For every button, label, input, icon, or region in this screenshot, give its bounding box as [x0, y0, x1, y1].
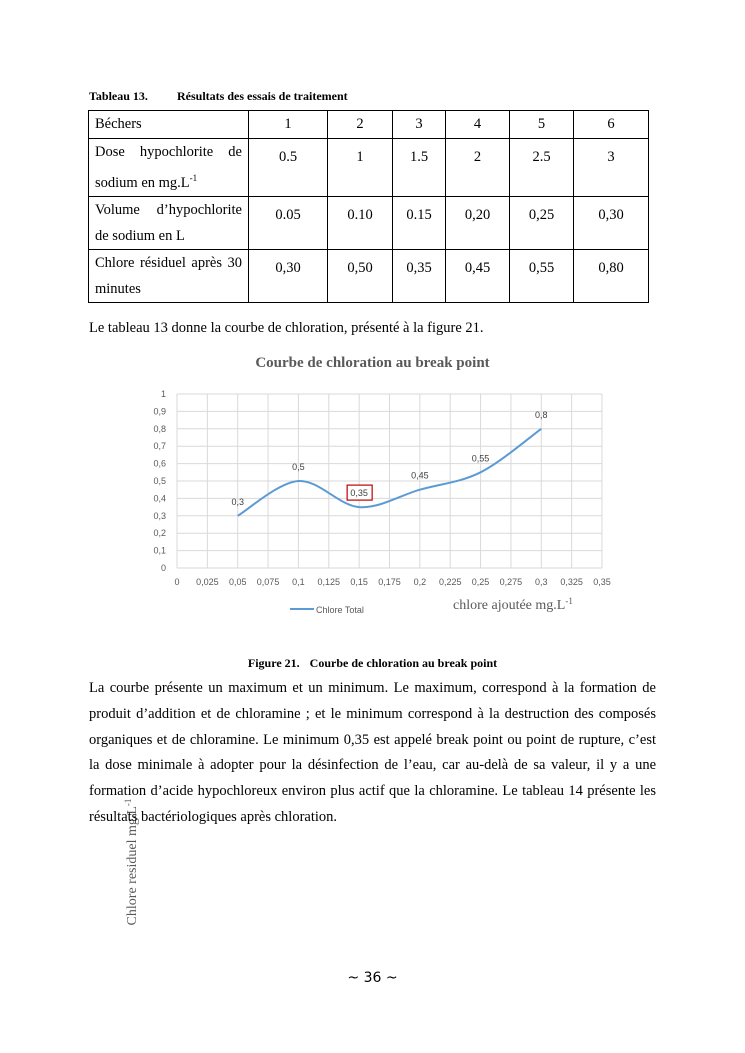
data-label: 0,35 — [350, 488, 368, 499]
data-label: 0,8 — [535, 409, 548, 420]
x-tick-label: 0,025 — [196, 577, 219, 587]
table-cell: 2 — [446, 139, 510, 197]
table-cell: 0,55 — [510, 249, 574, 302]
table-cell: 0.05 — [249, 196, 328, 249]
chart-grid — [177, 394, 602, 568]
results-table — [88, 110, 649, 303]
table-cell: 1.5 — [393, 139, 446, 197]
x-tick-label: 0,275 — [499, 577, 523, 587]
table-cell: 0.10 — [328, 196, 393, 249]
table-row — [89, 196, 649, 249]
y-tick-label: 0,2 — [153, 528, 166, 539]
y-tick-label: 0,7 — [153, 441, 166, 452]
table-row-label: Volume d’hypochlorite de sodium en L — [89, 196, 249, 249]
y-tick-label: 0 — [160, 563, 166, 573]
data-label: 0,3 — [231, 496, 244, 507]
table-cell: 0,30 — [574, 196, 649, 249]
table-row-label — [89, 139, 249, 197]
y-tick-label: 0,1 — [153, 545, 166, 556]
x-tick-label: 0,2 — [413, 577, 427, 587]
table-cell: 2.5 — [510, 139, 574, 197]
data-label: 0,55 — [471, 453, 490, 464]
table-header-cell: 2 — [328, 111, 393, 139]
y-tick-label: 0,3 — [153, 510, 166, 521]
x-tick-label: 0 — [174, 577, 180, 587]
y-tick-label: 0,4 — [153, 493, 166, 504]
figure-caption-number: Figure 21. — [247, 656, 300, 670]
page-number: ~ 36 ~ — [347, 970, 398, 986]
table-header-cell: 6 — [574, 111, 649, 139]
x-tick-label: 0,125 — [317, 577, 341, 587]
table-cell: 0,45 — [446, 249, 510, 302]
x-tick-label: 0,1 — [292, 577, 305, 587]
figure-caption — [0, 656, 745, 671]
table-cell: 3 — [574, 139, 649, 197]
y-tick-label: 0,6 — [153, 458, 166, 469]
legend-label: Chlore Total — [316, 605, 364, 615]
table-row-label: Chlore résiduel après 30 minutes — [89, 249, 249, 302]
y-tick-label: 0,5 — [153, 476, 166, 486]
chart-title: Courbe de chloration au break point — [255, 355, 490, 371]
x-axis-label — [453, 596, 573, 613]
intro-paragraph: Le tableau 13 donne la courbe de chloration, présenté à la figure 21. — [89, 320, 484, 336]
table-cell: 0,20 — [446, 196, 510, 249]
table-header-label: Béchers — [89, 111, 249, 139]
y-axis-label-text: Chlore residuel mg.L — [125, 806, 140, 926]
y-axis-label-sup: -1 — [123, 798, 133, 807]
data-label: 0,5 — [292, 462, 305, 472]
x-tick-label: 0,225 — [438, 577, 462, 587]
x-tick-label: 0,05 — [228, 577, 247, 587]
x-tick-label: 0,15 — [350, 577, 368, 587]
table-cell: 0,80 — [574, 249, 649, 302]
row-label-sup: -1 — [189, 173, 198, 183]
x-axis-label-text: chlore ajoutée mg.L — [453, 598, 566, 613]
table-caption-number: Tableau 13. — [89, 89, 148, 103]
table-caption-title: Résultats des essais de traitement — [177, 89, 348, 103]
table-header-row — [89, 111, 649, 139]
table-header-cell: 1 — [249, 111, 328, 139]
y-axis-ticks — [153, 389, 166, 573]
table-cell: 0.5 — [249, 139, 328, 197]
table-row — [89, 249, 649, 302]
table-cell: 0,30 — [249, 249, 328, 302]
row-label-text: Dose hypochlorite de sodium en mg.L — [95, 144, 242, 191]
table-header-cell: 4 — [446, 111, 510, 139]
x-tick-label: 0,3 — [535, 577, 548, 587]
y-tick-label: 0,8 — [153, 423, 166, 434]
table-cell: 1 — [328, 139, 393, 197]
x-axis-label-sup: -1 — [565, 596, 573, 606]
x-tick-label: 0,325 — [560, 577, 583, 587]
table-row — [89, 139, 649, 197]
table-cell: 0,35 — [393, 249, 446, 302]
data-label: 0,45 — [411, 470, 429, 481]
table-cell: 0,25 — [510, 196, 574, 249]
y-tick-label: 0,9 — [153, 406, 166, 417]
table-cell: 0,50 — [328, 249, 393, 302]
figure-caption-title: Courbe de chloration au break point — [309, 656, 498, 670]
table-header-cell: 5 — [510, 111, 574, 139]
body-paragraph: La courbe présente un maximum et un minimum. Le maximum, correspond à la formation de produit d’addition et de chloramine ; et le minimum correspond à la destruction des composés organiques et de chloramine. Le minimum 0,35 est appelé break point ou point de rupture, c’est la dose minimale à adopter pour la désinfection de l’eau, car au-delà de sa valeur, il y a une formation d’acide hypochloreux environ plus actif que la chloramine. Le tableau 14 présente les résultats bactériologiques après chloration. — [89, 680, 656, 825]
x-tick-label: 0,075 — [256, 577, 280, 587]
y-tick-label: 1 — [160, 389, 166, 399]
x-axis-ticks — [174, 577, 610, 587]
x-tick-label: 0,25 — [471, 577, 490, 587]
x-tick-label: 0,175 — [378, 577, 401, 587]
table-cell: 0.15 — [393, 196, 446, 249]
table-caption — [89, 89, 348, 104]
table-header-cell: 3 — [393, 111, 446, 139]
x-tick-label: 0,35 — [593, 577, 611, 587]
